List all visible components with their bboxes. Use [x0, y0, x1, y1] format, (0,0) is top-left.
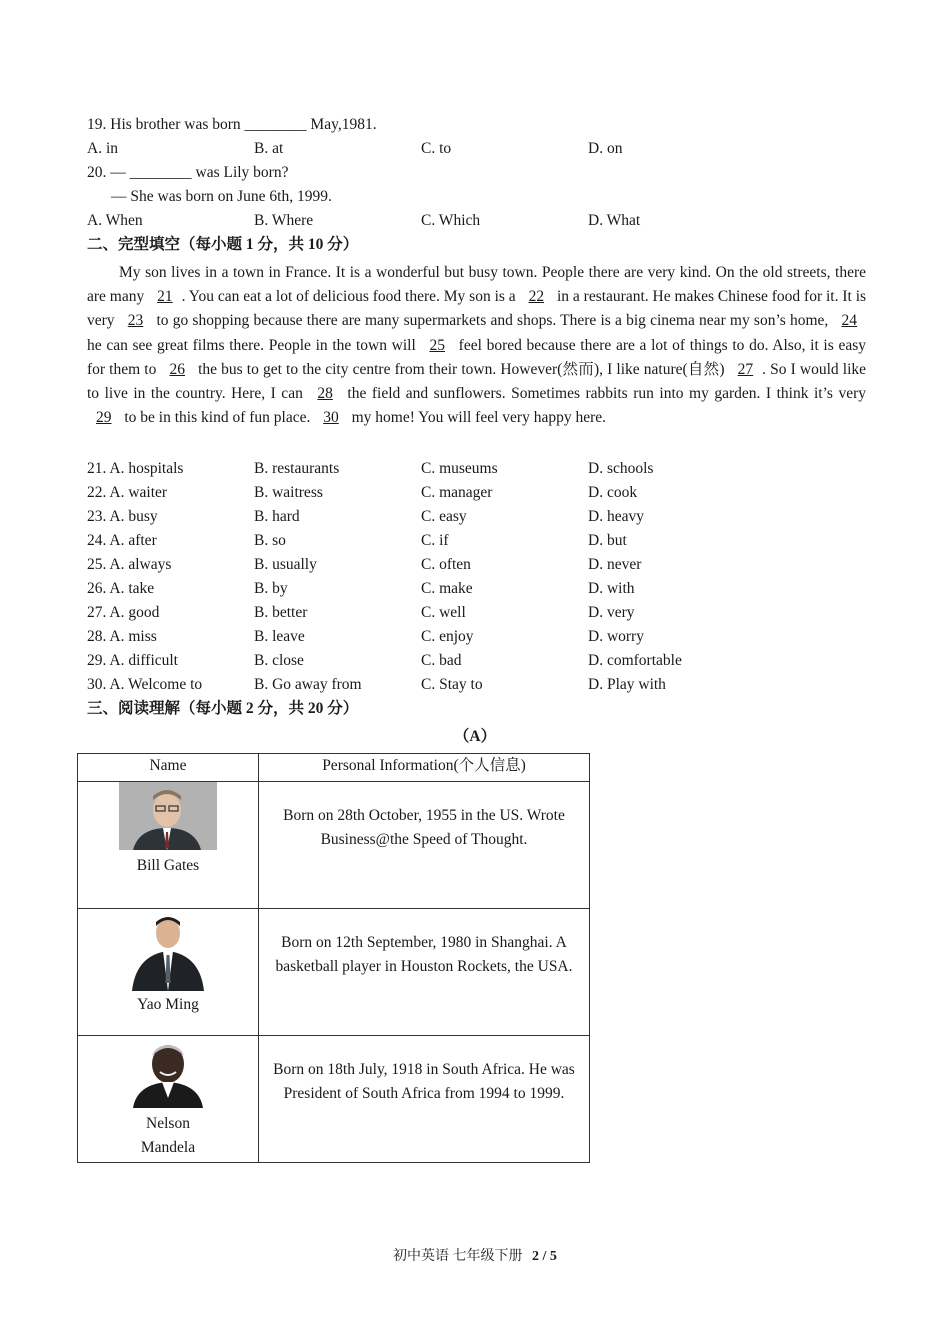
option-d: D. comfortable [588, 652, 682, 669]
passage-text: he can see great films there. People in the town will [87, 336, 416, 354]
option-d: D. but [588, 532, 627, 549]
passage-text: to be in this kind of fun place. [124, 409, 311, 427]
option-d: D. cook [588, 484, 638, 501]
option-b: B. better [254, 604, 308, 621]
passage-a-label: （A） [453, 728, 497, 745]
option-c: C. often [421, 556, 471, 573]
option-a: 25. A. always [87, 556, 172, 573]
option-c: C. to [421, 140, 452, 157]
passage-text: my home! You will feel very happy here. [351, 409, 606, 427]
option-a: A. When [87, 212, 143, 229]
option-c: C. easy [421, 508, 467, 525]
option-b: B. close [254, 652, 304, 669]
option-d: D. very [588, 604, 635, 621]
passage-text: . You can eat a lot of delicious food there. My son is a [181, 288, 516, 306]
passage-text: to go shopping because there are many supermarkets and shops. There is a big cinema near my son’s home, [156, 312, 829, 330]
question-30-options [87, 673, 867, 697]
option-b: B. by [254, 580, 288, 597]
option-a: 23. A. busy [87, 508, 158, 525]
option-b: B. Where [254, 212, 314, 229]
option-d: D. worry [588, 628, 644, 645]
option-d: D. schools [588, 460, 654, 477]
person-info: Born on 12th September, 1980 in Shanghai. A basketball player in Houston Rockets, the USA. [275, 934, 573, 975]
blank-27: 27 [737, 360, 754, 378]
option-a: 29. A. difficult [87, 652, 178, 669]
header-info: Personal Information(个人信息) [259, 754, 590, 782]
blank-28: 28 [317, 385, 333, 403]
passage-text: feel bored because there are a lot of things to do. Also, it is easy for them to [87, 336, 866, 378]
passage-text: . So I would like to live in the country. Here, I can [87, 360, 867, 403]
name-cell [78, 909, 259, 1036]
section-2-heading: 二、完型填空（每小题 1 分，共 10 分） [87, 236, 359, 253]
info-cell [259, 1036, 590, 1163]
option-c: C. manager [421, 484, 493, 501]
page-footer [0, 1245, 950, 1265]
option-c: C. if [421, 532, 449, 549]
question-27-options [87, 601, 867, 625]
option-d: D. Play with [588, 676, 666, 693]
question-24-options [87, 529, 867, 553]
option-b: B. at [254, 140, 284, 157]
section-3-heading: 三、阅读理解（每小题 2 分，共 20 分） [87, 700, 359, 717]
question-19-options [87, 137, 867, 161]
option-a: 30. A. Welcome to [87, 676, 203, 693]
option-c: C. make [421, 580, 473, 597]
info-cell [259, 909, 590, 1036]
option-b: B. waitress [254, 484, 323, 501]
info-cell [259, 782, 590, 909]
blank-29: 29 [96, 409, 112, 427]
person-name: Bill Gates [136, 857, 200, 874]
question-21-options [87, 457, 867, 481]
option-b: B. Go away from [254, 676, 362, 693]
option-c: C. enjoy [421, 628, 474, 645]
person-name: Nelson Mandela [140, 1115, 196, 1156]
blank-25: 25 [429, 336, 445, 354]
option-c: C. Which [421, 212, 481, 229]
page-number: 2 / 5 [532, 1249, 557, 1264]
footer-text: 初中英语 七年级下册 [393, 1249, 523, 1264]
cloze-passage [87, 261, 866, 430]
option-c: C. Stay to [421, 676, 483, 693]
question-23-options [87, 505, 867, 529]
passage-text: the field and sunflowers. Sometimes rabbits run into my garden. I think it’s very [347, 385, 867, 403]
blank-21: 21 [157, 288, 173, 306]
option-a: 22. A. waiter [87, 484, 168, 501]
person-info: Born on 18th July, 1918 in South Africa. He was President of South Africa from 1994 to 1999. [273, 1061, 575, 1102]
nelson-mandela-photo [131, 1038, 205, 1108]
passage-text: My son lives in a town in France. It is a wonderful but busy town. People there are very kind. On the old streets, there are many [87, 264, 866, 306]
question-22-options [87, 481, 867, 505]
table-header-row [78, 754, 590, 782]
option-d: D. heavy [588, 508, 644, 525]
option-d: D. never [588, 556, 642, 573]
name-cell [78, 782, 259, 909]
option-a: 27. A. good [87, 604, 160, 621]
personal-info-table [77, 753, 590, 1163]
blank-22: 22 [528, 288, 545, 306]
question-28-options [87, 625, 867, 649]
question-29-options [87, 649, 867, 673]
option-c: C. bad [421, 652, 462, 669]
option-a: 21. A. hospitals [87, 460, 184, 477]
option-a: A. in [87, 140, 118, 157]
option-b: B. usually [254, 556, 317, 573]
question-20-reply: — She was born on June 6th, 1999. [111, 188, 332, 205]
option-d: D. on [588, 140, 623, 157]
question-20-stem: 20. — ________ was Lily born? [87, 164, 289, 181]
option-b: B. leave [254, 628, 305, 645]
option-a: 26. A. take [87, 580, 155, 597]
question-20-options [87, 209, 867, 233]
option-c: C. museums [421, 460, 498, 477]
question-26-options [87, 577, 867, 601]
option-a: 28. A. miss [87, 628, 157, 645]
option-a: 24. A. after [87, 532, 157, 549]
table-row [78, 909, 590, 1036]
table-row [78, 782, 590, 909]
option-b: B. restaurants [254, 460, 340, 477]
blank-23: 23 [127, 312, 144, 330]
name-cell [78, 1036, 259, 1163]
passage-text: the bus to get to the city centre from their town. However(然而), I like nature(自然) [198, 360, 725, 378]
question-25-options [87, 553, 867, 577]
question-19-stem: 19. His brother was born ________ May,1981. [87, 116, 377, 133]
blank-30: 30 [323, 409, 339, 427]
blank-24: 24 [841, 312, 858, 330]
option-d: D. with [588, 580, 635, 597]
option-c: C. well [421, 604, 466, 621]
blank-26: 26 [169, 360, 185, 378]
person-info: Born on 28th October, 1955 in the US. Wrote Business@the Speed of Thought. [283, 807, 565, 848]
table-row [78, 1036, 590, 1163]
option-b: B. so [254, 532, 286, 549]
person-name: Yao Ming [137, 996, 199, 1013]
bill-gates-photo [119, 782, 217, 850]
passage-text: in a restaurant. He makes Chinese food for it. It is very [87, 288, 867, 330]
header-name: Name [78, 754, 259, 782]
option-b: B. hard [254, 508, 300, 525]
option-d: D. What [588, 212, 641, 229]
yao-ming-photo [128, 911, 208, 991]
